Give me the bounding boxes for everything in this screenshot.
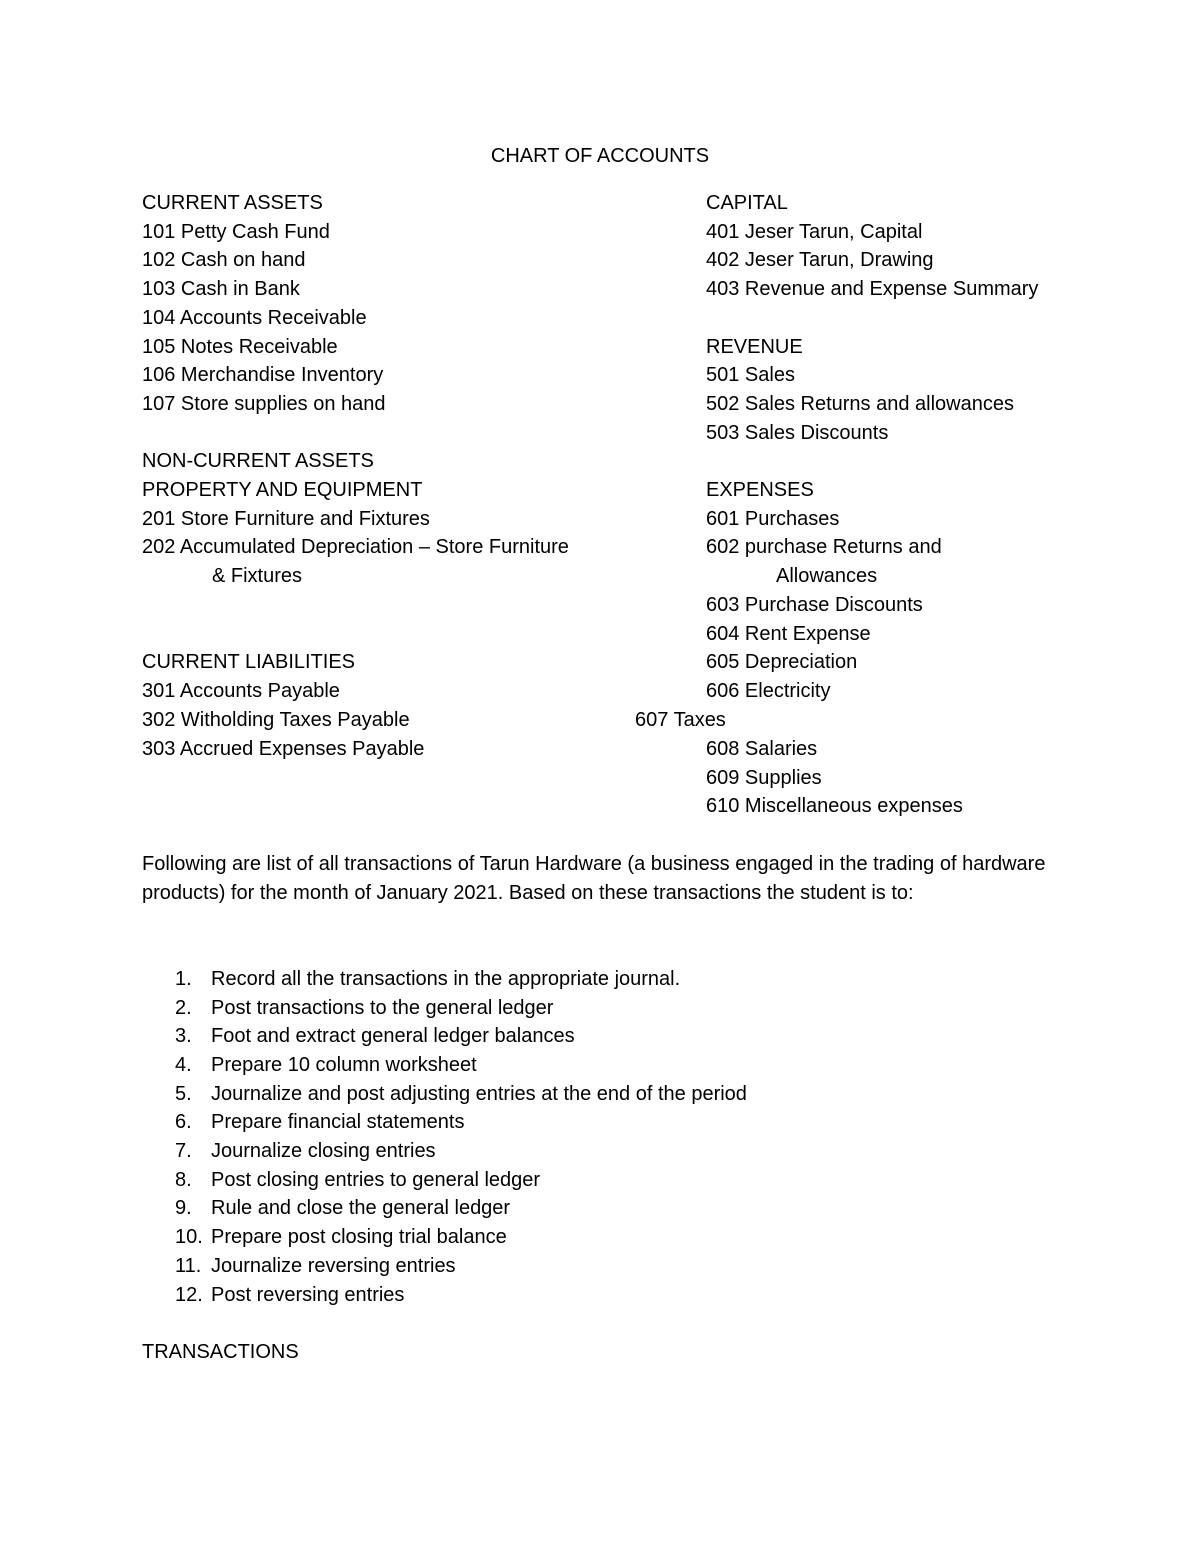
task-item: Rule and close the general ledger bbox=[211, 1197, 511, 1219]
account-item: 605 Depreciation bbox=[706, 651, 858, 673]
revenue-heading: REVENUE bbox=[706, 336, 803, 358]
current-liabilities-heading: CURRENT LIABILITIES bbox=[142, 651, 356, 673]
task-number: 10. bbox=[175, 1226, 203, 1248]
task-item: Post transactions to the general ledger bbox=[211, 997, 554, 1019]
non-current-assets-heading: NON-CURRENT ASSETS bbox=[142, 450, 374, 472]
expenses-heading: EXPENSES bbox=[706, 479, 814, 501]
task-number: 9. bbox=[175, 1197, 192, 1219]
transactions-heading: TRANSACTIONS bbox=[142, 1341, 299, 1363]
task-item: Prepare financial statements bbox=[211, 1111, 465, 1133]
account-item: 610 Miscellaneous expenses bbox=[706, 795, 963, 817]
task-number: 4. bbox=[175, 1054, 192, 1076]
task-number: 7. bbox=[175, 1140, 192, 1162]
account-item: 501 Sales bbox=[706, 364, 795, 386]
account-item: 402 Jeser Tarun, Drawing bbox=[706, 249, 934, 271]
account-item: 303 Accrued Expenses Payable bbox=[142, 738, 425, 760]
account-item: 609 Supplies bbox=[706, 767, 822, 789]
task-item: Journalize closing entries bbox=[211, 1140, 436, 1162]
task-item: Record all the transactions in the appropriate journal. bbox=[211, 968, 681, 990]
account-item: 602 purchase Returns and bbox=[706, 536, 942, 558]
account-item: 604 Rent Expense bbox=[706, 623, 871, 645]
task-number: 11. bbox=[175, 1255, 202, 1277]
task-number: 2. bbox=[175, 997, 192, 1019]
task-item: Foot and extract general ledger balances bbox=[211, 1025, 575, 1047]
intro-paragraph: Following are list of all transactions of Tarun Hardware (a business engaged in the trading of hardware products) for the month of January 2021. Based on these transactions the student is to: bbox=[142, 853, 1046, 904]
page-title: CHART OF ACCOUNTS bbox=[490, 145, 710, 167]
account-item: 607 Taxes bbox=[635, 709, 726, 731]
account-item: 102 Cash on hand bbox=[142, 249, 306, 271]
ppe-heading: PROPERTY AND EQUIPMENT bbox=[142, 479, 423, 501]
account-item: 403 Revenue and Expense Summary bbox=[706, 278, 1039, 300]
task-item: Journalize and post adjusting entries at the end of the period bbox=[211, 1083, 747, 1105]
task-number: 1. bbox=[175, 968, 192, 990]
account-item: 106 Merchandise Inventory bbox=[142, 364, 384, 386]
account-item: 503 Sales Discounts bbox=[706, 422, 889, 444]
account-item: 608 Salaries bbox=[706, 738, 818, 760]
account-item: 105 Notes Receivable bbox=[142, 336, 338, 358]
task-number: 12. bbox=[175, 1284, 203, 1306]
task-number: 8. bbox=[175, 1169, 192, 1191]
account-item-continuation: Allowances bbox=[776, 565, 878, 587]
account-item-continuation: & Fixtures bbox=[212, 565, 303, 587]
task-item: Journalize reversing entries bbox=[211, 1255, 456, 1277]
account-item: 201 Store Furniture and Fixtures bbox=[142, 508, 430, 530]
account-item: 401 Jeser Tarun, Capital bbox=[706, 221, 923, 243]
capital-heading: CAPITAL bbox=[706, 192, 788, 214]
account-item: 103 Cash in Bank bbox=[142, 278, 300, 300]
account-item: 107 Store supplies on hand bbox=[142, 393, 386, 415]
task-item: Post closing entries to general ledger bbox=[211, 1169, 541, 1191]
task-item: Post reversing entries bbox=[211, 1284, 405, 1306]
account-item: 104 Accounts Receivable bbox=[142, 307, 367, 329]
account-item: 101 Petty Cash Fund bbox=[142, 221, 330, 243]
task-number: 6. bbox=[175, 1111, 192, 1133]
account-item: 302 Witholding Taxes Payable bbox=[142, 709, 410, 731]
current-assets-heading: CURRENT ASSETS bbox=[142, 192, 323, 214]
account-item: 202 Accumulated Depreciation – Store Furniture bbox=[142, 536, 569, 558]
account-item: 603 Purchase Discounts bbox=[706, 594, 923, 616]
account-item: 601 Purchases bbox=[706, 508, 840, 530]
task-item: Prepare post closing trial balance bbox=[211, 1226, 507, 1248]
task-item: Prepare 10 column worksheet bbox=[211, 1054, 477, 1076]
task-number: 5. bbox=[175, 1083, 192, 1105]
account-item: 502 Sales Returns and allowances bbox=[706, 393, 1014, 415]
account-item: 301 Accounts Payable bbox=[142, 680, 340, 702]
task-number: 3. bbox=[175, 1025, 192, 1047]
account-item: 606 Electricity bbox=[706, 680, 831, 702]
